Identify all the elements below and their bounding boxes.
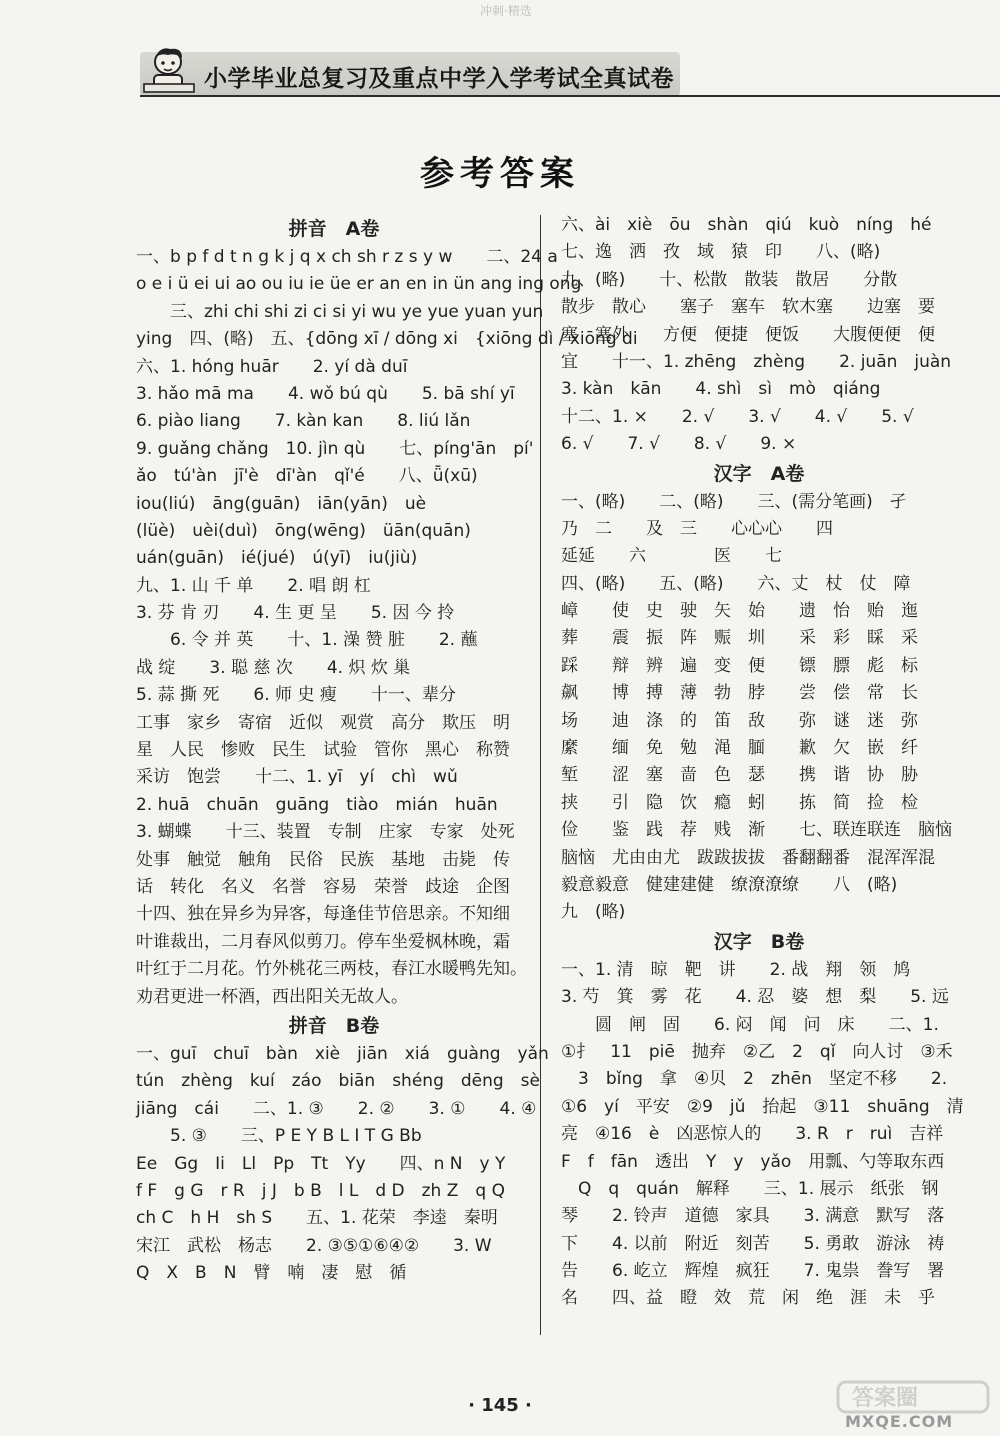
answer-line: 3 bǐng 拿 ④贝 2 zhēn 坚定不移 2. — [561, 1069, 948, 1090]
answer-line: 踩 辩 辨 遍 变 便 镖 膘 彪 标 — [561, 655, 918, 676]
answer-line: 战 绽 3. 聪 慈 次 4. 炽 炊 巢 — [136, 657, 411, 678]
answer-line: 三、zhi chi shi zi ci si yi wu ye yue yuan yun — [136, 301, 544, 322]
answer-line: 一、1. 清 晾 靶 讲 2. 战 翔 领 鸠 — [561, 959, 911, 980]
answer-line: 散步 散心 塞子 塞车 软木塞 边塞 要 — [561, 297, 935, 318]
header-title: 小学毕业总复习及重点中学入学考试全真试卷 — [204, 66, 674, 92]
answer-line: 縻 缅 免 勉 渑 腼 歉 欠 嵌 纤 — [561, 738, 918, 759]
answer-line: iou(liú) āng(guān) iān(yān) uè — [136, 493, 427, 514]
answer-line: 堑 涩 塞 啬 色 瑟 携 谐 协 胁 — [561, 765, 918, 786]
section-heading: 汉字 A卷 — [713, 462, 805, 485]
header-rule — [140, 95, 1000, 97]
answer-line: 3. 芍 箕 雾 花 4. 忍 婆 想 梨 5. 远 — [561, 987, 949, 1008]
answer-line: 延延 六 医 七 — [561, 546, 782, 567]
answer-line: ①6 yí 平安 ②9 jǔ 抬起 ③11 shuāng 清 — [561, 1096, 964, 1117]
answer-line: 工事 家乡 寄宿 近似 观赏 高分 欺压 明 — [136, 712, 510, 733]
answer-line: uán(guān) ié(jué) ú(yī) iu(jiù) — [136, 548, 418, 569]
answer-line: 九、1. 山 千 单 2. 唱 朗 杠 — [136, 575, 371, 596]
answer-line: 四、(略) 五、(略) 六、丈 杖 仗 障 — [561, 573, 911, 594]
answer-line: 一、(略) 二、(略) 三、(需分笔画) 孑 — [561, 491, 907, 512]
answer-line: tún zhèng kuí záo biān shéng dēng sè — [136, 1071, 540, 1092]
svg-text:答案圈: 答案圈 — [852, 1386, 919, 1411]
answer-line: 话 转化 名义 名誉 容易 荣誉 歧途 企图 — [136, 876, 510, 897]
answer-line: 6. √ 7. √ 8. √ 9. × — [561, 434, 797, 455]
answer-line: (lüè) uèi(duì) ōng(wēng) üān(quān) — [136, 520, 471, 541]
student-mascot-icon — [140, 44, 198, 96]
section-heading: 汉字 B卷 — [713, 930, 805, 953]
page-title: 参考答案 — [420, 154, 580, 194]
answer-line: 告 6. 屹立 辉煌 疯狂 7. 鬼祟 誊写 署 — [561, 1261, 945, 1282]
faded-top-text: 冲刺·精选 — [480, 4, 532, 18]
answer-line: o e i ü ei ui ao ou iu ie üe er an en in ün ang ing ong — [136, 274, 582, 295]
answer-line: 3. 芬 肯 刃 4. 生 更 呈 5. 因 今 拎 — [136, 603, 455, 624]
answer-line: 下 4. 以前 附近 刻苦 5. 勇敢 游泳 祷 — [561, 1233, 945, 1254]
answer-line: 星 人民 惨败 民生 试验 管你 黑心 称赞 — [136, 740, 510, 761]
answer-line: f F g G r R j J b B l L d D zh Z q Q — [136, 1180, 505, 1201]
answer-line: ǎo tú'àn jī'è dī'àn qǐ'é 八、ǖ(xū) — [136, 466, 478, 487]
answer-line: 九 (略) — [561, 902, 626, 923]
answer-line: 六、1. hóng huār 2. yí dà duī — [136, 356, 408, 377]
answer-line: 5. ③ 三、P E Y B L I T G Bb — [136, 1126, 422, 1147]
answer-line: ying 四、(略) 五、{dōng xī / dōng xi {xiōng dì / xiōng di — [136, 329, 638, 350]
answer-line: 乃 二 及 三 心心心 四 — [561, 518, 833, 539]
answer-line: 七、逸 洒 孜 域 猿 印 八、(略) — [561, 242, 881, 263]
answer-line: F f fān 透出 Y y yǎo 用瓢、勺等取东西 — [561, 1151, 945, 1172]
answer-line: 名 四、益 瞪 效 荒 闲 绝 涯 未 乎 — [561, 1288, 935, 1309]
answer-line: 飙 博 搏 薄 勃 脖 尝 偿 常 长 — [561, 683, 918, 704]
answer-line: 九、(略) 十、松散 散装 散居 分散 — [561, 269, 898, 290]
answer-line: 采访 饱尝 十二、1. yī yí chì wǔ — [136, 767, 458, 788]
answer-line: 场 迪 涤 的 笛 敌 弥 谜 迷 弥 — [561, 710, 918, 731]
section-heading: 拼音 B卷 — [288, 1014, 380, 1037]
right-column — [561, 212, 964, 1313]
answer-line: 叶谁裁出，二月春风似剪刀。停车坐爱枫林晚，霜 — [136, 931, 510, 952]
answer-line: 3. 蝴蝶 十三、装置 专制 庄家 专家 处死 — [136, 822, 515, 843]
answer-line: 六、ài xiè ōu shàn qiú kuò níng hé — [561, 215, 932, 235]
answer-line: 一、guī chuī bàn xiè jiān xiá guàng yǎn — [136, 1043, 549, 1064]
answer-line: Ee Gg Ii Ll Pp Tt Yy 四、n N y Y — [136, 1153, 506, 1174]
answer-line: 6. 令 并 英 十、1. 澡 赞 脏 2. 蘸 — [136, 630, 478, 651]
answer-line: 毅意毅意 健建建健 缭潦潦缭 八 (略) — [561, 874, 898, 895]
column-divider — [540, 215, 541, 1335]
answer-line: 宋江 武松 杨志 2. ③⑤①⑥④② 3. W — [136, 1235, 492, 1256]
answer-line: 十二、1. × 2. √ 3. √ 4. √ 5. √ — [561, 406, 914, 427]
answer-line: ch C h H sh S 五、1. 花荣 李逵 秦明 — [136, 1208, 498, 1229]
answer-line: 宜 十一、1. zhēng zhèng 2. juān juàn — [561, 351, 952, 372]
answer-line: 十四、独在异乡为异客，每逢佳节倍思亲。不知细 — [136, 904, 510, 925]
page-number: · 145 · — [468, 1395, 532, 1416]
answer-line: 6. piào liang 7. kàn kan 8. liú lǎn — [136, 411, 471, 432]
answer-line: 一、b p f d t n g k j q x ch sh r z s y w 二、24 a — [136, 247, 558, 267]
answer-line: 脑恼 尤由由尤 跋跋拔拔 番翻翻番 混浑浑混 — [561, 847, 935, 868]
answer-line: 亮 ④16 è 凶恶惊人的 3. R r ruì 吉祥 — [561, 1124, 944, 1145]
answer-line: 9. guǎng chǎng 10. jìn qù 七、píng'ān pí' — [136, 438, 534, 459]
answer-line: 圆 闸 固 6. 闷 闻 问 床 二、1. — [561, 1014, 939, 1035]
answer-line: 塞 塞外 方便 便捷 便饭 大腹便便 便 — [561, 324, 935, 345]
answer-line: Q q quán 解释 三、1. 展示 纸张 钢 — [561, 1178, 939, 1199]
answer-line: 2. huā chuān guāng tiào mián huān — [136, 794, 498, 815]
answer-line: 处事 触觉 触角 民俗 民族 基地 击毙 传 — [136, 849, 510, 870]
answer-line: 5. 蒜 撕 死 6. 师 史 瘦 十一、辈分 — [136, 685, 456, 706]
answer-line: 挟 引 隐 饮 瘾 蚓 拣 简 捡 检 — [561, 792, 918, 813]
answer-line: jiāng cái 二、1. ③ 2. ② 3. ① 4. ④ — [136, 1098, 537, 1119]
answer-line: 葬 震 振 阵 赈 圳 采 彩 睬 采 — [561, 628, 918, 649]
section-heading: 拼音 A卷 — [288, 218, 380, 240]
answer-line: Q X B N 臂 喃 凄 慰 循 — [136, 1263, 407, 1284]
answer-line: 俭 鉴 践 荐 贱 渐 七、联连联连 脑恼 — [561, 820, 952, 841]
answer-line: 3. hǎo mā ma 4. wǒ bú qù 5. bā shí yī — [136, 383, 515, 404]
answer-line: 琴 2. 铃声 道德 家具 3. 满意 默写 落 — [561, 1206, 945, 1227]
answer-line: 叶红于二月花。竹外桃花三两枝，春江水暖鸭先知。 — [136, 959, 527, 980]
answer-line: ①扌 11 piē 抛弃 ②乙 2 qǐ 向人讨 ③禾 — [561, 1041, 953, 1062]
answer-line: 劝君更进一杯酒，西出阳关无故人。 — [136, 986, 408, 1007]
answer-line: 3. kàn kān 4. shì sì mò qiáng — [561, 379, 881, 400]
watermark-text: MXQE.COM — [845, 1412, 954, 1431]
answer-line: 嶂 使 史 驶 矢 始 遗 怡 贻 迤 — [561, 601, 918, 622]
